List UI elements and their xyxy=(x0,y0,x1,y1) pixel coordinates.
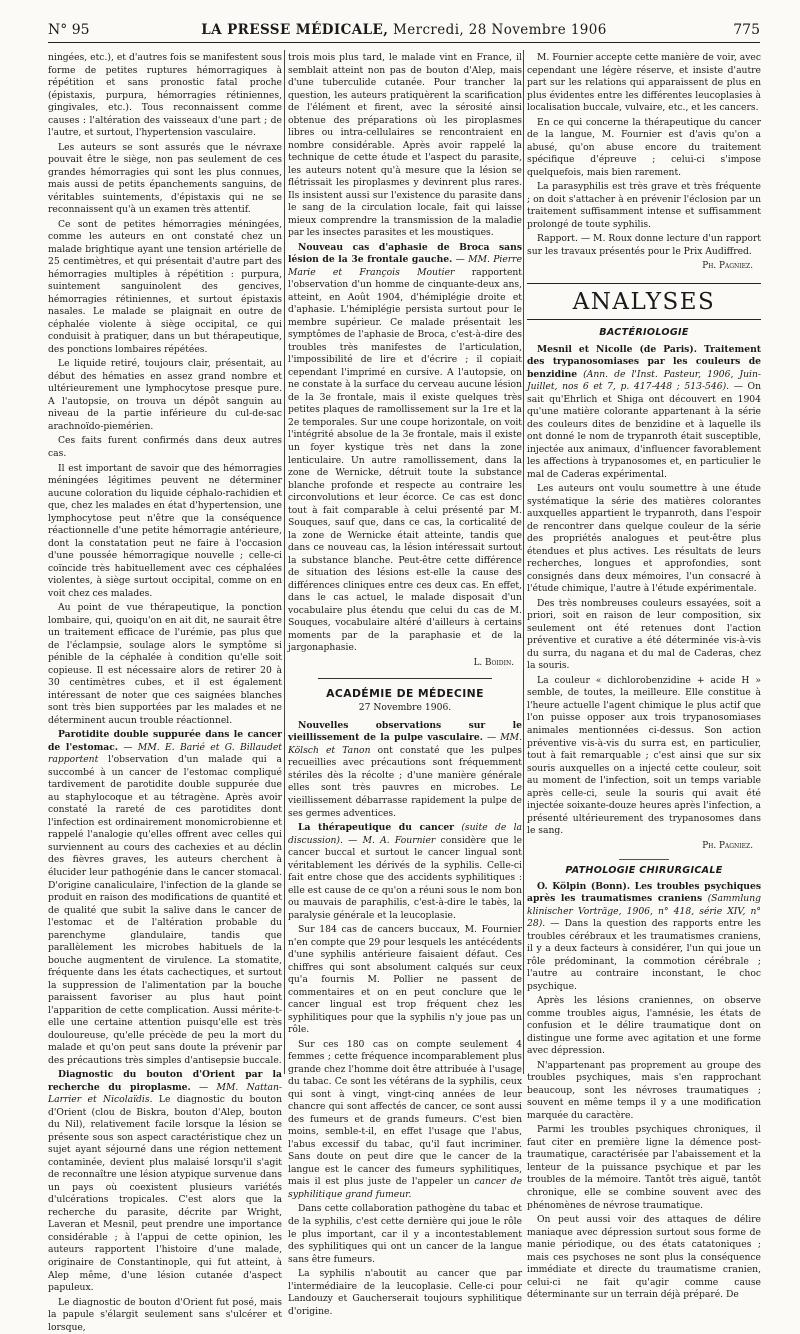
analysis-heading: O. Kölpin (Bonn). Les troubles psychiques après les traumatismes craniens xyxy=(527,880,761,905)
paragraph-tabac xyxy=(288,1039,522,1202)
analysis-reference: (Ann. de l'Inst. Pasteur, 1906, Juin-Juillet, nos 6 et 7, p. 417-448 ; 513-546). xyxy=(527,368,761,393)
paragraph: La parasyphilis est très grave et très fréquente ; on doit s'attacher à en prévenir l'éclosion par un traitement suffisamment intense et suffisamment prolongé de toute syphilis. xyxy=(527,181,761,230)
paragraph: N'appartenant pas proprement au groupe des troubles psychiques, mais s'en rapprochant beaucoup, sont les névroses traumatiques ; souvent en même temps il y a une modification marquée du caractère. xyxy=(527,1059,761,1121)
article-subtitle: (suite de la discussion). xyxy=(288,822,522,846)
paragraph: En ce qui concerne la thérapeutique du cancer de la langue, M. Fournier est d'avis qu'on a abusé, qu'on abuse encore du traitement spécifique d'épreuve ; celui-ci s'impose quelquefois, mais bien rarement. xyxy=(527,116,761,178)
short-rule xyxy=(619,859,669,860)
paragraph: Le liquide retiré, toujours clair, présentait, au début des hématies en assez grand nombre et ultérieurement une lymphocytose presque pure. A l'autopsie, on trouva un dépôt sanguin au niveau de la partie inférieure du cul-de-sac arachnoïdo-piemérien. xyxy=(48,358,282,432)
section-title: ACADÉMIE DE MÉDECINE xyxy=(326,686,484,700)
column-rule-2 xyxy=(523,50,524,1074)
journal-title: LA PRESSE MÉDICALE, xyxy=(201,22,389,38)
article-cancer xyxy=(288,822,522,922)
article-body: ont constaté que les pulpes recueillies avec précautions sont fréquemment stériles dès la récolte ; d'une manière générale elles sont très pauvres en microbes. Le vieillissement débarrasse rapidement la pulpe de ses germes adventices. xyxy=(288,744,523,819)
paragraph: Après les lésions craniennes, on observe comme troubles aigus, l'amnésie, les états de confusion et le délire traumatique dont on distingue une forme avec agitation et une forme avec dépression. xyxy=(527,995,761,1057)
paragraph: ningées, etc.), et d'autres fois se manifestent sous forme de petites ruptures hémorragiques à répétition et sans pronostic fatal proche (épistaxis, purpura, hémorragies rétiniennes, gingivales, etc.). Tous reconnaissent comme causes : l'altération des vaisseaux d'une part ; de l'autre, et surtout, l'hypertension vasculaire. xyxy=(48,52,282,139)
article-authors: — MM. Kölsch et Tanon xyxy=(288,732,523,756)
article-heading: Nouveau cas d'aphasie de Broca sans lésion de la 3e frontale gauche. xyxy=(288,241,522,266)
column-2 xyxy=(288,52,523,1317)
article-body: l'observation d'un malade qui a succombé à un cancer de l'estomac compliqué tardivement de parotidite double suppurée due au staphylocoque et au tétragène. Après avoir constaté la rareté de ces parotidites dont l'infection est ordinairement monomicrobienne et rappelé l'analogie qu'elles offrent avec celles qui surviennent au cours des cachexies et au déclin des fièvres graves, les auteurs cherchent à élucider leur pathogénie dans le cancer stomacal. D'origine canaliculaire, l'infection de la glande se produit en raison des modifications de quantité et de qualité que subit la salive dans le cancer de l'estomac et de l'altération probable du parenchyme glandulaire, tandis que parallèlement les microbes habituels de la bouche augmentent de virulence. La stomatite, fréquente dans les états cachectiques, et surtout la suppression de l'alimentation par la bouche paraissent favoriser au plus haut point l'apparition de cette complication. Aussi mérite-t-elle une certaine attention puisqu'elle est très douloureuse, qu'elle précède de peu la mort du malade et qu'on peut sans doute la prévenir par des précautions très simples d'antisepsie buccale. xyxy=(48,754,283,1066)
paragraph: Rapport. — M. Roux donne lecture d'un rapport sur les travaux présentés pour le Prix Audiffred. xyxy=(527,233,761,257)
signature: Ph. Pagniez. xyxy=(702,261,753,272)
paragraph: M. Fournier accepte cette manière de voir, avec cependant une légère réserve, et insiste d'autre part sur les relations qui apparaissent de plus en plus évidentes entre les différentes leucoplasies à localisation buccale, vulvaire, etc., et les cancers. xyxy=(527,52,761,114)
article-authors: — MM. Pierre Marie et François Moutier xyxy=(288,254,523,278)
paragraph: Les auteurs se sont assurés que le névraxe pouvait être le siège, non pas seulement de ces grandes hémorragies qui sont les plus connues, mais aussi de petits épanchements sanguins, de véritables suintements, d'épistaxis qui ne se reconnaissent qu'à un examen très attentif. xyxy=(48,141,282,216)
article-body: Le diagnostic du bouton d'Orient (clou de Biskra, bouton d'Alep, bouton du Nil), relativement facile lorsque la lésion se présente sous son aspect caractéristique chez un sujet ayant séjourné dans une région nettement contaminée, devient plus malaisé lorsqu'il s'agit de reconnaître une lésion atypique survenue dans un pays où coexistent plusieurs variétés d'ulcérations tropicales. C'est alors que la recherche du parasite, décrite par Wright, Laveran et Mesnil, peut prendre une importance considérable ; à l'appui de cette opinion, les auteurs rapportent l'histoire d'une malade, originaire de Constantinople, qui fut atteint, à Alep même, d'une lésion cutanée d'aspect papuleux. xyxy=(48,1094,282,1294)
article-body: rapportent l'observation d'un homme de cinquante-deux ans, atteint, en Août 1904, d'hémiplégie droite et d'aphasie. L'hémiplégie persista surtout pour le membre supérieur. Ce malade présentait les symptômes de l'aphasie de Broca, c'est-à-dire des troubles très manifestes de l'articulation, l'impossibilité de lire et d'écrire ; il copiait cependant l'imprimé en cursive. A l'autopsie, on ne constate à la surface du cerveau aucune lésion de la 3e frontale, mais il existe quelques très petites plaques de ramollissement sur la 1re et la 2e temporales. Sur une coupe horizontale, on voit l'intégrité absolue de la 3e frontale, mais il existe un foyer kystique très net dans la zone lenticulaire. Un autre ramollissement, dans la zone de Wernicke, détruit toute la substance blanche profonde et respecte au contraire les circonvolutions et leur écorce. Ce cas est donc tout à fait comparable à celui présenté par M. Souques, sauf que, dans ce cas, la corticalité de la zone de Wernicke était atteinte, tandis que dans ce nouveau cas, la lésion intéressait surtout la substance blanche. Peut-être cette différence de situation des lésions est-elle la cause des différences cliniques entre ces deux cas. En effet, dans le cas actuel, le malade disposait d'un vocabulaire plus étendu que celui du cas de M. Souques, vocabulaire altéré d'ailleurs à certains moments par de la paraphasie et de la jargonaphasie. xyxy=(288,266,522,654)
rubric-pathologie-chirurgicale: PATHOLOGIE CHIRURGICALE xyxy=(565,864,723,876)
page-header xyxy=(48,20,760,43)
paragraph: Parmi les troubles psychiques chroniques, il faut citer en première ligne la démence post-traumatique, caractérisée par l'abaissement et la lenteur de la puissance psychique et par les troubles de la mémoire. Tantôt très aiguë, tantôt chronique, elle se combine souvent avec des phénomènes de névrose traumatique. xyxy=(527,1124,761,1211)
analysis-body: — Dans la question des rapports entre les troubles cérébraux et les traumatismes craniens, il y a deux facteurs à considérer, l'un qui joue un rôle prédominant, la commotion cérébrale ; l'autre au contraire inconstant, le choc psychique. xyxy=(527,918,761,992)
article-heading: Parotidite double suppurée dans le cancer de l'estomac. xyxy=(48,729,282,753)
article-authors: — MM. Nattan-Larrier et Nicolaïdis. xyxy=(48,1081,282,1106)
column-1 xyxy=(48,52,283,1333)
emphasis: cancer de syphilitique grand fumeur. xyxy=(288,1176,523,1200)
analyses-banner: ANALYSES xyxy=(527,283,761,320)
column-3 xyxy=(527,52,761,1301)
paragraph: Ce sont de petites hémorragies méningées, comme les auteurs en ont constaté chez un malade brightique ayant une tension artérielle de 25 centimètres, et qui présentait d'autre part des hémorragies multiples à répétition : purpura, suintement sanguinolent des gencives, hémorragies rétiniennes, et surtout épistaxis nasales. Le malade se plaignait en outre de céphalée violente à siège occipital, ce qui conduisit à pratiquer, dans un but thérapeutique, des ponctions lombaires répétées. xyxy=(48,218,282,355)
article-heading: Diagnostic du bouton d'Orient par la recherche du piroplasme. xyxy=(48,1069,282,1093)
paragraph: Des très nombreuses couleurs essayées, soit a priori, soit en raison de leur composition, six seulement ont été retenues dont l'action préventive et curative a été déterminée vis-à-vis du surra, du nagana et du mal de Caderas, chez la souris. xyxy=(527,597,761,672)
article-heading: Nouvelles observations sur le vieillissement de la pulpe vasculaire. xyxy=(288,719,522,744)
article-bouton-orient xyxy=(48,1069,282,1294)
paragraph: trois mois plus tard, le malade vint en France, il semblait atteint non pas de bouton d'Alep, mais d'une tuberculide cutanée. Pour trancher la question, les auteurs pratiquèrent la scarification de l'élément et firent, avec la sérosité ainsi obtenue des préparations où les piroplasmes libres ou intra-cellulaires se rencontraient en nombre considérable. Après avoir rappelé la technique de cette étude et l'aspect du parasite, les auteurs notent qu'à mesure que la lésion se flétrissait les piroplasmes y devinrent plus rares. Ils insistent aussi sur l'existence du parasite dans le sang de la circulation locale, fait qui laisse mieux comprendre la transmission de la maladie par les insectes parasites et les moustiques. xyxy=(288,52,522,239)
analysis-trypanosomiases xyxy=(527,344,761,482)
journal-masthead xyxy=(48,22,760,38)
paragraph: Sur 184 cas de cancers buccaux, M. Fournier n'en compte que 29 pour lesquels les antécédents d'une syphilis antérieure faisaient défaut. Ces chiffres qui sont absolument calqués sur ceux qu'a fournis M. Pollier ne passent de commentaires et on en peut conclure que le cancer lingual est trop fréquent chez les syphilitiques pour que la syphilis n'y joue pas un rôle. xyxy=(288,924,522,1036)
analysis-heading: Mesnil et Nicolle (de Paris). Traitement des trypanosomiases par les couleurs de benzidine xyxy=(527,343,761,380)
analysis-troubles-psychiques xyxy=(527,881,761,994)
paragraph: La couleur « dichlorobenzidine + acide H » semble, de toutes, la meilleure. Elle constitue à l'heure actuelle l'agent chimique le plus actif que l'on puisse opposer aux trois trypanosomiases animales mentionnées ci-dessus. Son action préventive vis-à-vis du surra est, en particulier, tout à fait remarquable ; c'est ainsi que sur six souris auxquelles on a injecté cette couleur, soit au moment de l'infection, soit un temps variable après celle-ci, seule la souris qui avait été injectée soixante-douze heures après l'infection, a présenté ultérieurement des trypanosomes dans le sang. xyxy=(527,674,761,837)
analysis-body: — On sait qu'Ehrlich et Shiga ont découvert en 1904 qu'une matière colorante appartenant à la série des couleurs dites de benzidine et à laquelle ils ont donné le nom de trypanroth était susceptible, injectée aux animaux, d'influencer favorablement les affections à trypanosomes et, en particulier le mal de Caderas expérimental. xyxy=(527,381,761,480)
article-authors: — M. A. Fournier xyxy=(348,834,436,846)
paragraph: Ces faits furent confirmés dans deux autres cas. xyxy=(48,435,282,459)
section-date: 27 Novembre 1906. xyxy=(358,702,452,714)
page-number: 775 xyxy=(733,22,760,38)
article-authors: — MM. E. Barié et G. Billaudet rapportent xyxy=(48,741,282,766)
issue-date: Mercredi, 28 Novembre 1906 xyxy=(393,22,607,38)
article-pulpe xyxy=(288,720,522,820)
issue-number: N° 95 xyxy=(48,22,90,38)
paragraph: On peut aussi voir des attaques de délire maniaque avec dépression surtout sous forme de manie périodique, ou des états catatoniques ; mais ces psychoses ne sont plus la conséquence immédiate et directe du traumatisme cranien, celui-ci ne fait qu'agir comme cause déterminante sur un terrain déjà préparé. De xyxy=(527,1214,761,1301)
article-parotidite xyxy=(48,729,282,1067)
paragraph: Il est important de savoir que des hémorragies méningées légitimes peuvent ne déterminer aucune coloration du liquide céphalo-rachidien et que, chez les malades en état d'hypertension, une lymphocytose peut n'être que la conséquence réactionnelle d'une petite hémorragie antérieure, dont la constatation peut ne faire à l'occasion d'une poussée hémorragique nouvelle ; celle-ci coïncide très habituellement avec ces céphalées violentes, à siège surtout occipital, comme on en voit chez ces malades. xyxy=(48,462,282,599)
section-divider xyxy=(318,678,492,679)
paragraph: Le diagnostic de bouton d'Orient fut posé, mais la papule s'élargit seulement sans s'ulcérer et lorsque, xyxy=(48,1296,282,1333)
paragraph-text: Sur ces 180 cas on compte seulement 4 femmes ; cette fréquence incomparablement plus grande chez l'homme doit être attribuée à l'usage du tabac. Ce sont les vétérans de la syphilis, ceux qui sont à vingt, vingt-cinq années de leur chancre qui sont affectés de cancer, ce sont aussi des fumeurs et de grands fumeurs. C'est bien moins, semble-t-il, en effet l'usage que l'abus, l'abus excessif du tabac, qu'il faut incriminer. Sans doute on peut dire que le cancer de la langue est le cancer des fumeurs syphilitiques, mais il est plus juste de l'appeler un xyxy=(288,1038,522,1188)
paragraph: La syphilis n'aboutit au cancer que par l'intermédiaire de la leucoplasie. Celle-ci pour Landouzy et Gaucherserait toujours syphilitique d'origine. xyxy=(288,1268,522,1317)
paragraph: Dans cette collaboration pathogène du tabac et de la syphilis, c'est cette dernière qui joue le rôle le plus important, car il y a incontestablement des syphilitiques qui ont un cancer de la langue sans être fumeurs. xyxy=(288,1203,522,1265)
rubric-bacteriologie: BACTÉRIOLOGIE xyxy=(599,327,689,339)
signature: Ph. Pagniez. xyxy=(702,840,753,851)
signature: L. Boidin. xyxy=(473,657,514,668)
article-body: considère que le cancer buccal et surtout le cancer lingual sont véritablement les dérivés de la syphilis. Celle-ci fait entre chose que des accidents syphilitiques : elle est cause de ce qu'on a réuni sous le nom bon ou mauvais de paraphilis, c'est-à-dire le tabès, la paralysie générale et la leucoplasie. xyxy=(288,834,523,921)
article-aphasie xyxy=(288,242,522,655)
paragraph: Les auteurs ont voulu soumettre à une étude systématique la série des matières colorantes auxquelles appartient le trypanroth, dans l'espoir de rencontrer dans quelque couleur de la série des propriétés analogues et peut-être plus étendues et plus actives. Les résultats de leurs recherches, longues et approfondies, sont consignés dans deux mémoires, l'un consacré à l'étude chimique, l'autre à l'étude expérimentale. xyxy=(527,483,761,595)
paragraph: Au point de vue thérapeutique, la ponction lombaire, qui, quoiqu'on en ait dit, ne saurait être un traitement efficace de l'urémie, pas plus que de l'éclampsie, soulage alors le symptôme si pénible de la céphalée à condition qu'elle soit copieuse. Il est nécessaire alors de retirer 20 à 30 centimètres cubes, et il est également intéressant de noter que ces saignées blanches sont très bien supportées par les malades et ne déterminent aucun trouble réactionnel. xyxy=(48,602,282,726)
article-heading: La thérapeutique du cancer xyxy=(298,822,455,834)
column-rule-1 xyxy=(284,50,285,1074)
analysis-reference: (Sammlung klinischer Vorträge, 1906, n° 418, série XIV, n° 28). xyxy=(527,893,761,930)
